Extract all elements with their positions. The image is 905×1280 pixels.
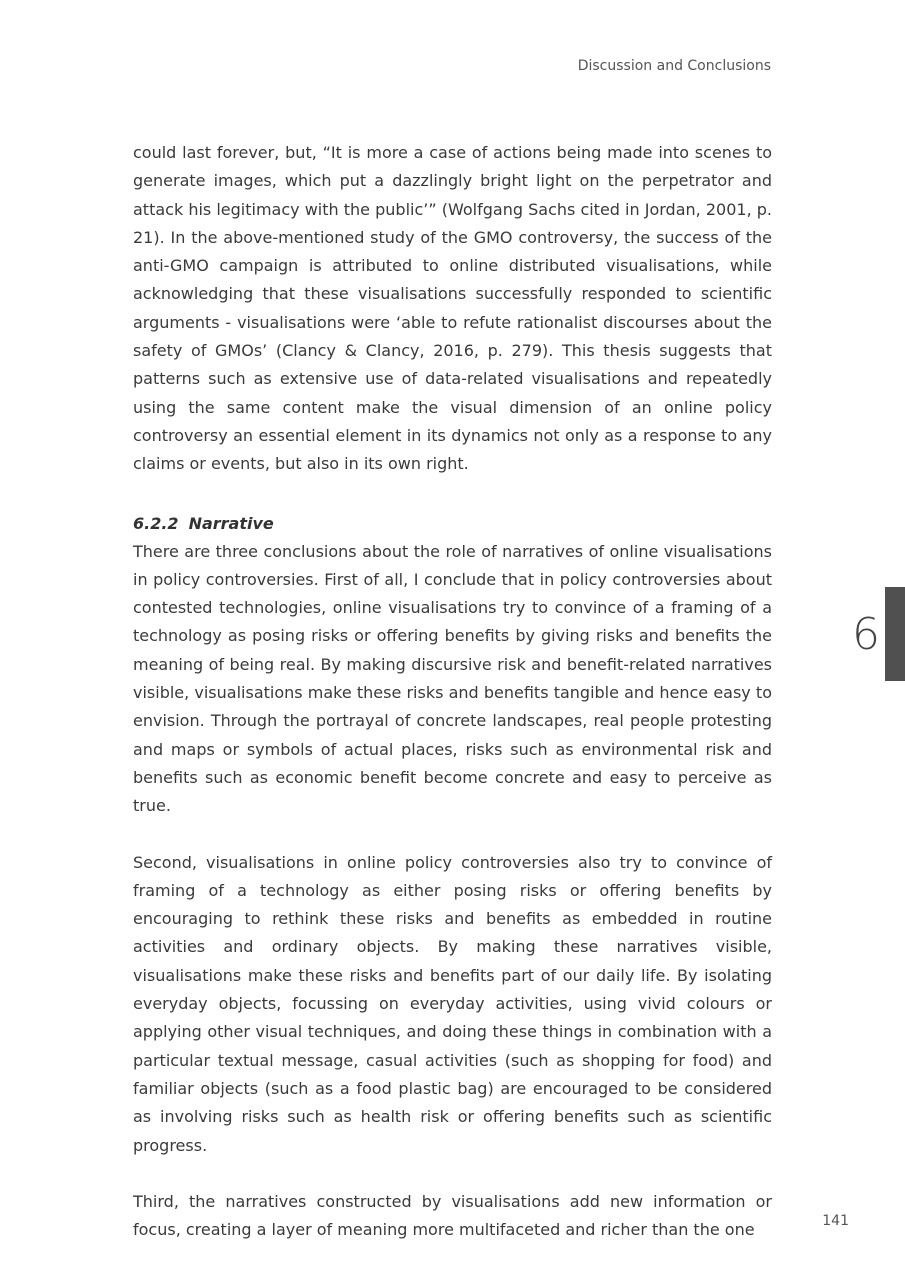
- section-title: Narrative: [188, 513, 274, 533]
- main-text: [133, 139, 772, 1272]
- chapter-tab: [885, 587, 905, 681]
- page-number: 141: [822, 1213, 849, 1229]
- section-number: 6.2.2: [133, 513, 179, 533]
- chapter-number: 6: [852, 609, 880, 660]
- section-heading: [133, 510, 772, 538]
- paragraph: Third, the narratives constructed by visualisations add new information or focus, creating a layer of meaning more multifaceted and richer than the one: [133, 1191, 772, 1240]
- running-header: Discussion and Conclusions: [577, 58, 771, 74]
- paragraph: Second, visualisations in online policy controversies also try to convince of framing of a technology as either posing risks or offering benefits by encouraging to rethink these risks and benefits as embedded in routine activities and ordinary objects. By making these narratives visible, visualisations make these risks and benefits part of our daily life. By isolating everyday objects, focussing on everyday activities, using vivid colours or applying other visual techniques, and doing these things in combination with a particular textual message, casual activities (such as shopping for food) and familiar objects (such as a food plastic bag) are encouraged to be considered as involving risks such as health risk or offering benefits such as scientific progress.: [133, 852, 772, 1155]
- paragraph: could last forever, but, “It is more a case of actions being made into scenes to generate images, which put a dazzlingly bright light on the perpetrator and attack his legitimacy with the public’” (Wolfgang Sachs cited in Jordan, 2001, p. 21). In the above-mentioned study of the GMO controversy, the success of the anti-GMO campaign is attributed to online distributed visualisations, while acknowledging that these visualisations successfully responded to scientific arguments - visualisations were ‘able to refute rationalist discourses about the safety of GMOs’ (Clancy & Clancy, 2016, p. 279). This thesis suggests that patterns such as extensive use of data-related visualisations and repeatedly using the same content make the visual dimension of an online policy controversy an essential element in its dynamics not only as a response to any claims or events, but also in its own right.: [133, 143, 772, 474]
- paragraph: There are three conclusions about the role of narratives of online visualisations in policy controversies. First of all, I conclude that in policy controversies about contested technologies, online visualisations try to convince of a framing of a technology as posing risks or offering benefits by giving risks and benefits the meaning of being real. By making discursive risk and benefit-related narratives visible, visualisations make these risks and benefits tangible and hence easy to envision. Through the portrayal of concrete landscapes, real people protesting and maps or symbols of actual places, risks such as environmental risk and benefits such as economic benefit become concrete and easy to perceive as true.: [133, 541, 772, 816]
